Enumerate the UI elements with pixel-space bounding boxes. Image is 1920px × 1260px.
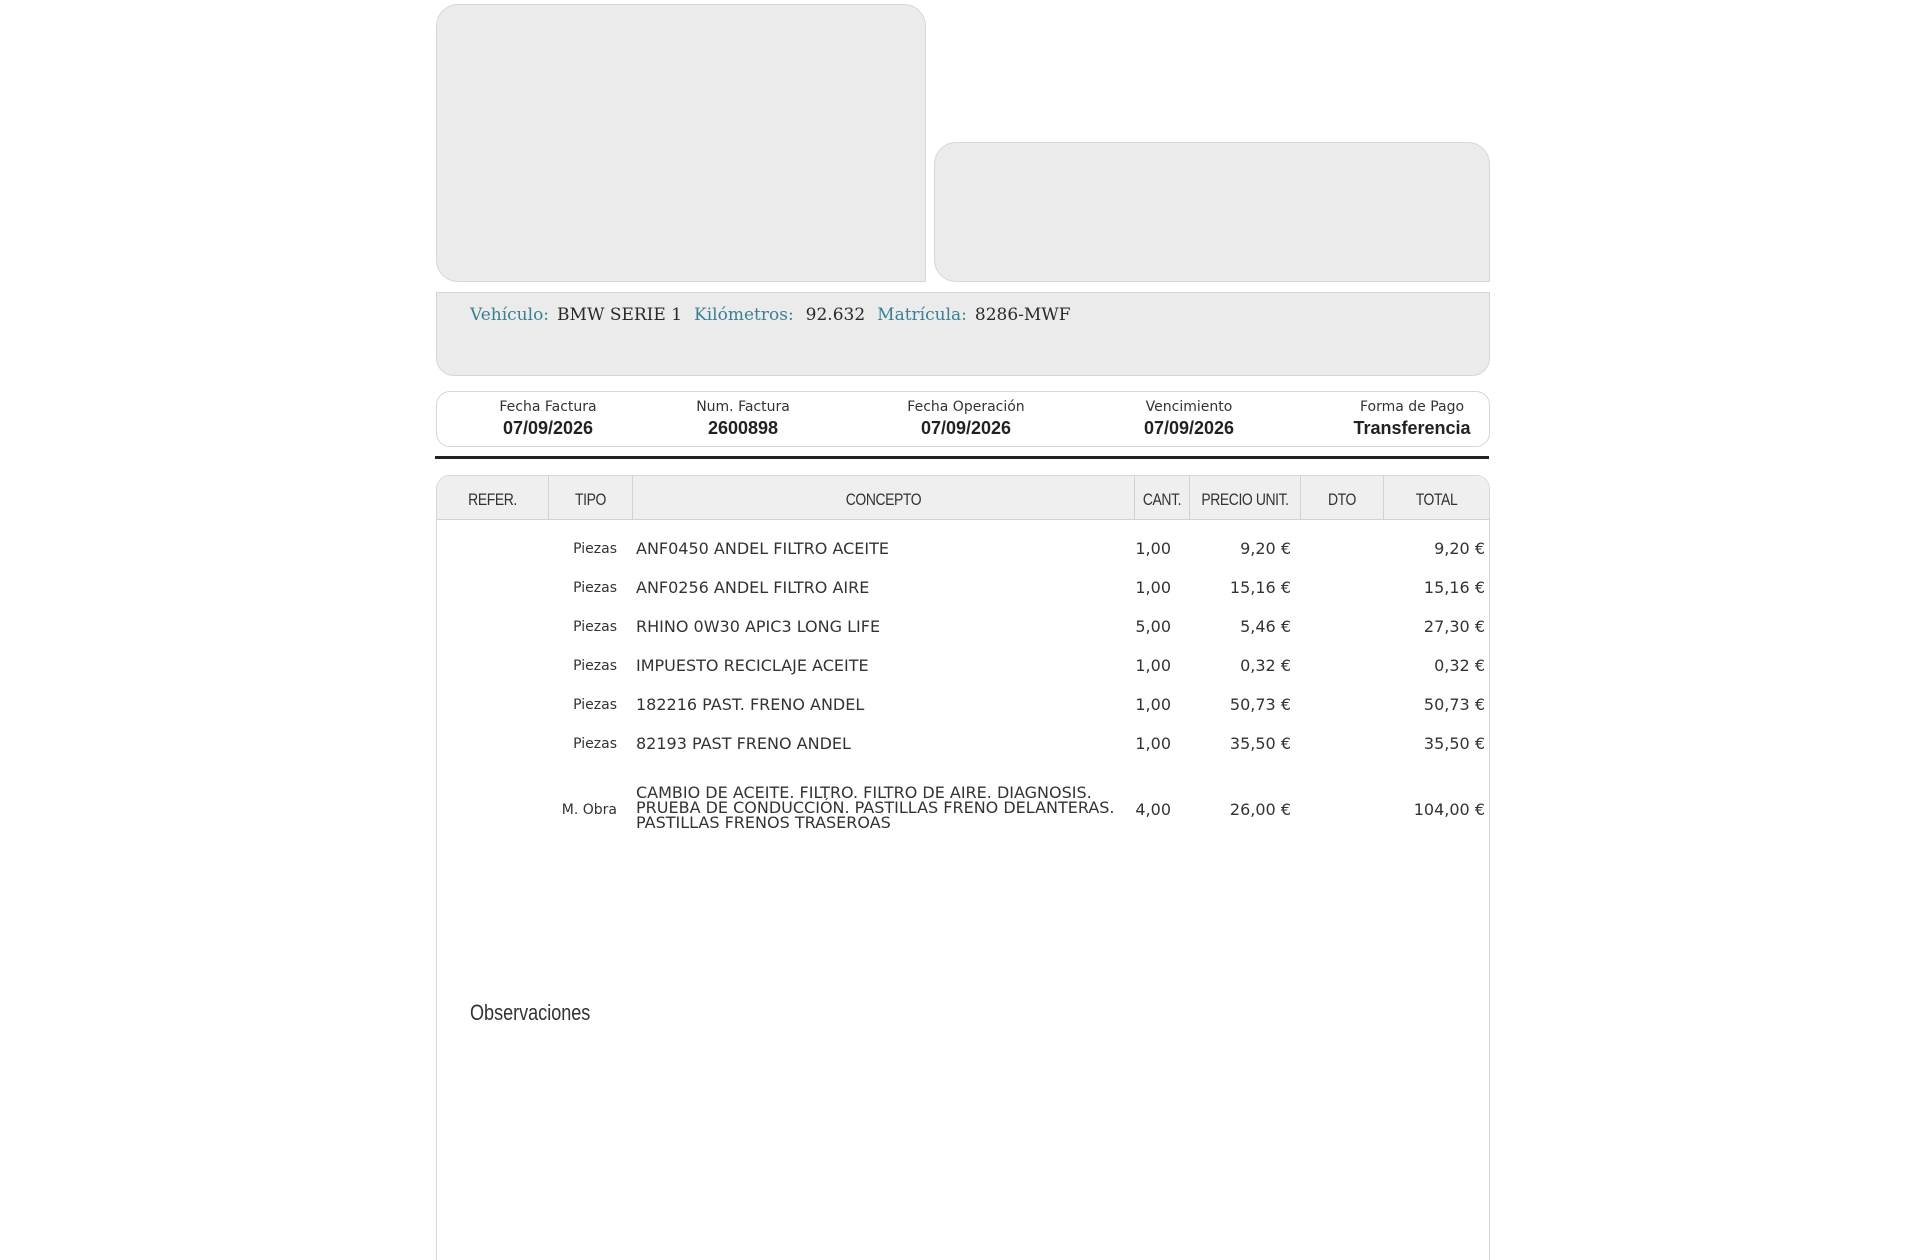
meta-fecha-operacion [907,398,1024,440]
meta-label: Vencimiento [1145,399,1233,415]
invoice-page [436,0,1490,1260]
cell-concepto: CAMBIO DE ACEITE. FILTRO. FILTRO DE AIRE. DIAGNOSIS. PRUEBA DE CONDUCCIÓN. PASTILLAS FRENO DELANTERAS. PASTILLAS FRENOS TRASEROAS [636,783,1115,832]
header-cant: CANT. [1142,490,1182,509]
cell-tipo: M. Obra [561,802,617,818]
observaciones-title: Observaciones [470,1000,591,1025]
meta-value: 07/09/2026 [1143,418,1235,438]
header-divider [1300,476,1301,519]
cell-total: 104,00 € [1413,800,1485,819]
vehiculo-label: Vehículo: [470,305,550,325]
cell-cant: 1,00 [1135,578,1171,597]
meta-value: Transferencia [1353,418,1471,438]
cell-tipo: Piezas [573,697,617,713]
meta-label: Forma de Pago [1359,399,1465,415]
company-info-box [436,4,926,282]
client-info-box [934,142,1490,282]
cell-concepto: ANF0256 ANDEL FILTRO AIRE [636,578,870,597]
meta-value: 07/09/2026 [502,418,594,438]
table-header [437,476,1489,520]
cell-total: 9,20 € [1434,539,1485,558]
cell-concepto: ANF0450 ANDEL FILTRO ACEITE [636,539,890,558]
meta-label: Fecha Operación [907,399,1025,415]
meta-num-factura [696,398,790,440]
cell-concepto: 82193 PAST FRENO ANDEL [636,734,851,753]
kilometros-value: 92.632 [805,305,866,325]
cell-cant: 4,00 [1135,800,1171,819]
meta-label: Fecha Factura [499,399,597,415]
cell-tipo: Piezas [573,658,617,674]
cell-precio: 50,73 € [1229,695,1291,714]
cell-precio: 15,16 € [1229,578,1291,597]
header-precio-unit: PRECIO UNIT. [1201,490,1289,509]
cell-cant: 1,00 [1135,656,1171,675]
header-divider [632,476,633,519]
meta-label: Num. Factura [696,399,790,415]
matricula-label: Matrícula: [877,305,967,325]
cell-total: 27,30 € [1423,617,1485,636]
separator-rule [435,456,1489,459]
cell-cant: 1,00 [1135,539,1171,558]
cell-cant: 5,00 [1135,617,1171,636]
cell-concepto: 182216 PAST. FRENO ANDEL [636,695,865,714]
cell-precio: 35,50 € [1229,734,1291,753]
cell-tipo: Piezas [573,541,617,557]
cell-cant: 1,00 [1135,734,1171,753]
vehicle-info-box [436,292,1490,376]
meta-vencimiento [1144,398,1234,440]
cell-precio: 0,32 € [1240,656,1291,675]
cell-total: 50,73 € [1423,695,1485,714]
meta-value: 2600898 [707,418,779,438]
header-tipo: TIPO [575,490,606,509]
header-concepto: CONCEPTO [845,490,922,509]
items-table [436,475,1490,1260]
meta-fecha-factura [499,398,596,440]
cell-precio: 5,46 € [1240,617,1291,636]
cell-tipo: Piezas [573,580,617,596]
header-total: TOTAL [1415,490,1458,509]
cell-precio: 26,00 € [1229,800,1291,819]
cell-total: 35,50 € [1423,734,1485,753]
kilometros-label: Kilómetros: [694,305,794,325]
cell-cant: 1,00 [1135,695,1171,714]
header-divider [548,476,549,519]
cell-tipo: Piezas [573,619,617,635]
cell-concepto: RHINO 0W30 APIC3 LONG LIFE [636,617,881,636]
cell-total: 15,16 € [1423,578,1485,597]
cell-concepto: IMPUESTO RECICLAJE ACEITE [636,656,869,675]
header-divider [1189,476,1190,519]
header-divider [1134,476,1135,519]
meta-forma-pago [1353,398,1470,440]
header-refer: REFER. [468,490,517,509]
cell-total: 0,32 € [1434,656,1485,675]
vehicle-line [470,305,1071,325]
meta-value: 07/09/2026 [920,418,1012,438]
header-divider [1383,476,1384,519]
vehiculo-value: BMW SERIE 1 [557,305,683,325]
cell-tipo: Piezas [573,736,617,752]
matricula-value: 8286-MWF [974,305,1071,325]
cell-precio: 9,20 € [1240,539,1291,558]
header-dto: DTO [1328,490,1356,509]
invoice-meta-box [436,391,1490,447]
